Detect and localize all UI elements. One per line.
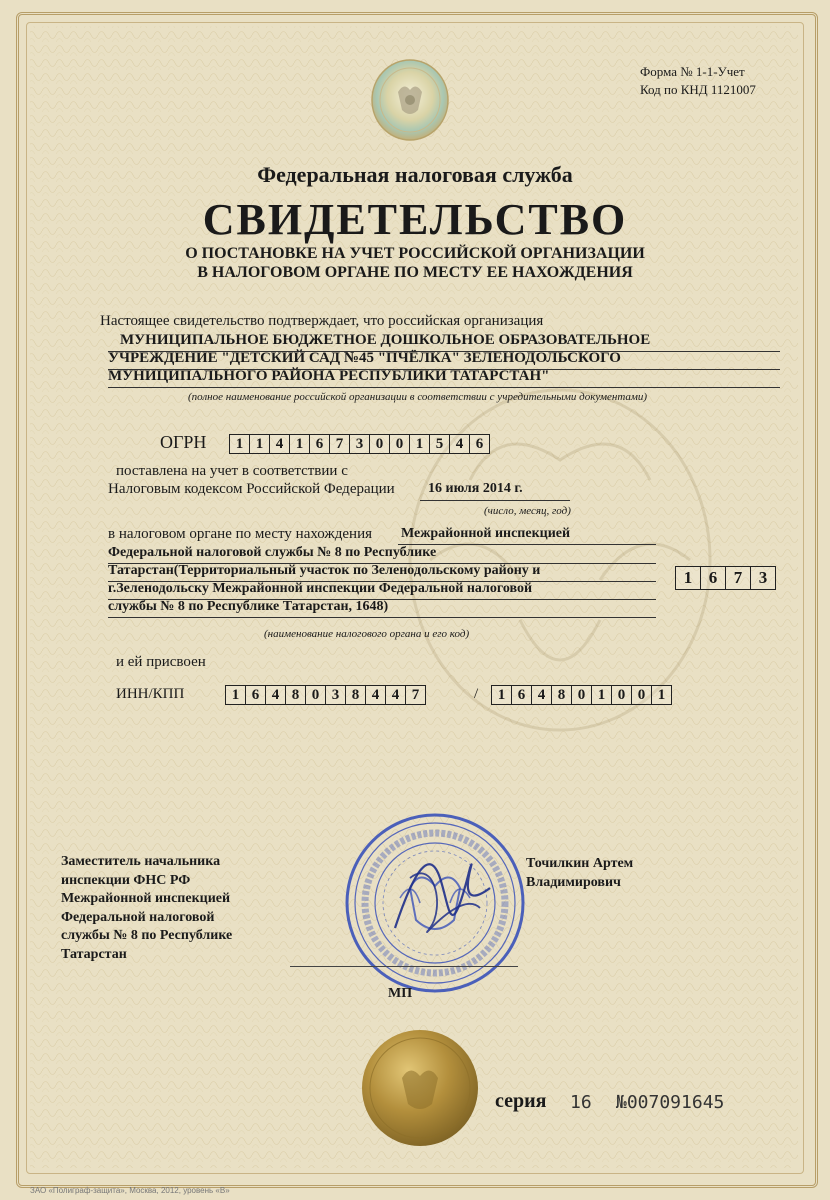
digit-cell: 0 xyxy=(611,685,632,705)
form-info xyxy=(640,63,756,99)
signature-line xyxy=(290,966,518,967)
stamp-label: МП xyxy=(388,986,413,1001)
registration-line-2: Налоговым кодексом Российской Федерации xyxy=(108,481,395,497)
form-number: Форма № 1-1-Учет xyxy=(640,64,745,79)
digit-cell: 0 xyxy=(631,685,652,705)
official-stamp-icon xyxy=(340,808,530,998)
registration-date: 16 июля 2014 г. xyxy=(428,481,523,496)
tax-authority-underline-1 xyxy=(398,544,656,545)
digit-cell: 4 xyxy=(531,685,552,705)
digit-cell: 1 xyxy=(651,685,672,705)
ogrn-number xyxy=(230,434,490,454)
digit-cell: 6 xyxy=(245,685,266,705)
kpp-number xyxy=(492,685,672,705)
position-line-2: инспекции ФНС РФ xyxy=(61,872,191,888)
position-line-4: Федеральной налоговой xyxy=(61,909,215,925)
certificate-intro: Настоящее свидетельство подтверждает, что российская организация xyxy=(100,313,544,329)
digit-cell: 4 xyxy=(265,685,286,705)
org-name-line-2: УЧРЕЖДЕНИЕ "ДЕТСКИЙ САД №45 "ПЧЁЛКА" ЗЕЛЕНОДОЛЬСКОГО xyxy=(108,350,621,366)
ogrn-label: ОГРН xyxy=(160,432,207,452)
inn-number xyxy=(226,685,426,705)
hologram-emblem-icon xyxy=(368,58,452,142)
printer-imprint: ЗАО «Полиграф-защита», Москва, 2012, уровень «В» xyxy=(30,1186,230,1195)
digit-cell: 1 xyxy=(229,434,250,454)
serial-number: №007091645 xyxy=(616,1092,725,1113)
digit-cell: 0 xyxy=(571,685,592,705)
signatory-position xyxy=(61,853,232,964)
digit-cell: 1 xyxy=(491,685,512,705)
digit-cell: 1 xyxy=(591,685,612,705)
tax-authority-line-3: Татарстан(Территориальный участок по Зеленодольскому району и xyxy=(108,563,541,578)
org-name-note: (полное наименование российской организации в соответствии с учредительными документами) xyxy=(188,391,648,403)
series-label: серия xyxy=(495,1090,547,1112)
digit-cell: 6 xyxy=(309,434,330,454)
position-line-1: Заместитель начальника xyxy=(61,854,221,869)
digit-cell: 4 xyxy=(269,434,290,454)
digit-cell: 8 xyxy=(551,685,572,705)
digit-cell: 7 xyxy=(405,685,426,705)
inn-kpp-separator: / xyxy=(474,686,479,702)
position-line-6: Татарстан xyxy=(61,946,127,962)
gold-seal-icon xyxy=(358,1026,482,1150)
digit-cell: 3 xyxy=(750,566,776,590)
tax-authority-line-2: Федеральной налоговой службы № 8 по Республике xyxy=(108,545,437,560)
org-name-line-1: МУНИЦИПАЛЬНОЕ БЮДЖЕТНОЕ ДОШКОЛЬНОЕ ОБРАЗОВАТЕЛЬНОЕ xyxy=(120,332,651,348)
signatory-name xyxy=(526,855,633,892)
digit-cell: 7 xyxy=(725,566,751,590)
signatory-name-line-2: Владимирович xyxy=(526,874,621,890)
document-title: СВИДЕТЕЛЬСТВО xyxy=(202,195,628,244)
org-name-line-3: МУНИЦИПАЛЬНОГО РАЙОНА РЕСПУБЛИКИ ТАТАРСТАН" xyxy=(108,368,550,384)
digit-cell: 7 xyxy=(329,434,350,454)
tax-authority-line-5: службы № 8 по Республике Татарстан, 1648) xyxy=(108,599,389,614)
digit-cell: 8 xyxy=(285,685,306,705)
digit-cell: 1 xyxy=(225,685,246,705)
tax-authority-intro: в налоговом органе по месту нахождения xyxy=(108,526,373,542)
digit-cell: 4 xyxy=(385,685,406,705)
digit-cell: 1 xyxy=(675,566,701,590)
digit-cell: 0 xyxy=(369,434,390,454)
position-line-5: службы № 8 по Республике xyxy=(61,928,233,943)
assigned-label: и ей присвоен xyxy=(116,654,206,670)
digit-cell: 0 xyxy=(389,434,410,454)
inn-kpp-label: ИНН/КПП xyxy=(116,686,185,702)
registration-date-note: (число, месяц, год) xyxy=(484,505,571,517)
digit-cell: 8 xyxy=(345,685,366,705)
tax-authority-underline-5 xyxy=(108,617,656,618)
org-name-underline-3 xyxy=(108,387,780,388)
digit-cell: 6 xyxy=(469,434,490,454)
tax-authority-note: (наименование налогового органа и его код) xyxy=(264,628,470,640)
tax-authority-line-4: г.Зеленодольску Межрайонной инспекции Федеральной налоговой xyxy=(108,581,533,596)
tax-authority-line-1: Межрайонной инспекцией xyxy=(401,526,571,541)
knd-code: Код по КНД 1121007 xyxy=(640,82,756,97)
subtitle-line-2: В НАЛОГОВОМ ОРГАНЕ ПО МЕСТУ ЕЕ НАХОЖДЕНИЯ xyxy=(197,264,633,281)
digit-cell: 6 xyxy=(700,566,726,590)
digit-cell: 6 xyxy=(511,685,532,705)
digit-cell: 4 xyxy=(365,685,386,705)
series-value: 16 xyxy=(570,1092,592,1113)
subtitle-line-1: О ПОСТАНОВКЕ НА УЧЕТ РОССИЙСКОЙ ОРГАНИЗАЦИИ xyxy=(185,245,645,262)
registration-date-underline xyxy=(420,500,570,501)
digit-cell: 1 xyxy=(289,434,310,454)
registration-line-1: поставлена на учет в соответствии с xyxy=(116,463,348,479)
tax-authority-code xyxy=(676,566,776,590)
digit-cell: 1 xyxy=(249,434,270,454)
digit-cell: 3 xyxy=(325,685,346,705)
signatory-name-line-1: Точилкин Артем xyxy=(526,856,634,871)
digit-cell: 0 xyxy=(305,685,326,705)
digit-cell: 1 xyxy=(409,434,430,454)
agency-name: Федеральная налоговая служба xyxy=(257,162,573,187)
digit-cell: 3 xyxy=(349,434,370,454)
digit-cell: 5 xyxy=(429,434,450,454)
digit-cell: 4 xyxy=(449,434,470,454)
position-line-3: Межрайонной инспекцией xyxy=(61,891,231,906)
